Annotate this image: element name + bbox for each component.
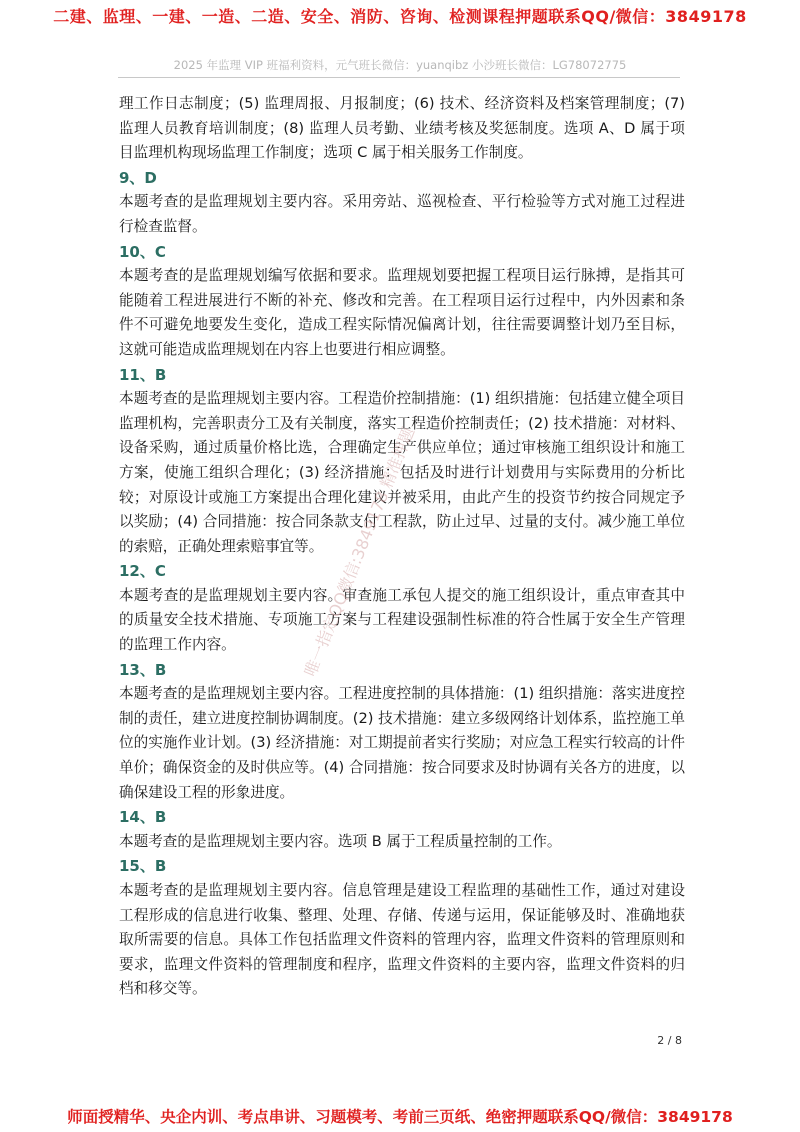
bottom-ad-banner: 师面授精华、央企内训、考点串讲、习题模考、考前三页纸、绝密押题联系QQ/微信：3849178 [67,1108,733,1126]
question-number: 14、B [119,808,167,827]
top-ad-banner: 二建、监理、一建、一造、二造、安全、消防、咨询、检测课程押题联系QQ/微信：3849178 [53,7,747,26]
paragraph: 本题考查的是监理规划主要内容。审查施工承包人提交的施工组织设计，重点审查其中的质量安全技术措施、专项施工方案与工程建设强制性标准的符合性属于安全生产管理的监理工作内容。 [119,586,685,654]
question-number: 10、C [119,242,166,261]
page-header-note: 2025 年监理 VIP 班福利资料，元气班长微信：yuanqibz 小沙班长微信：LG78072775 [173,58,627,72]
question-number: 12、C [119,562,166,581]
paragraph: 本题考查的是监理规划主要内容。信息管理是建设工程监理的基础性工作，通过对建设工程形成的信息进行收集、整理、处理、存储、传递与运用，保证能够及时、准确地获取所需要的信息。具体工作包括监理文件资料的管理内容，监理文件资料的管理原则和要求，监理文件资料的管理制度和程序，监理文件资料的主要内容，监理文件资料的归档和移交等。 [119,882,685,998]
question-number: 11、B [119,365,167,384]
header-divider [118,77,680,78]
paragraph: 本题考查的是监理规划主要内容。工程造价控制措施：(1) 组织措施：包括建立健全项目监理机构，完善职责分工及有关制度，落实工程造价控制责任；(2) 技术措施：对材料、设备采购，通过质量价格比选，合理确定生产供应单位；通过审核施工组织设计和施工方案，使施工组织合理化；(3) 经济措施：包括及时进行计划费用与实际费用的分析比较；对原设计或施工方案提出合理化建议并被采用，由此产生的投资节约按合同规定予以奖励；(4) 合同措施：按合同条款支付工程款，防止过早、过量的支付。减少施工单位的索赔，正确处理索赔事宜等。 [119,390,685,555]
paragraph: 本题考查的是监理规划编写依据和要求。监理规划要把握工程项目运行脉搏，是指其可能随着工程进展进行不断的补充、修改和完善。在工程项目运行过程中，内外因素和条件不可避免地要发生变化，造成工程实际情况偏离计划，往往需要调整计划乃至目标，这就可能造成监理规划在内容上也要进行相应调整。 [119,267,685,358]
paragraph: 理工作日志制度；(5) 监理周报、月报制度；(6) 技术、经济资料及档案管理制度；(7) 监理人员教育培训制度；(8) 监理人员考勤、业绩考核及奖惩制度。选项 A、D 属于项目监理机构现场监理工作制度；选项 C 属于相关服务工作制度。 [119,95,685,162]
question-number: 13、B [119,660,167,679]
paragraph: 本题考查的是监理规划主要内容。工程进度控制的具体措施：(1) 组织措施：落实进度控制的责任，建立进度控制协调制度。(2) 技术措施：建立多级网络计划体系，监控施工单位的实施作业计划。(3) 经济措施：对工期提前者实行奖励；对应急工程实行较高的计件单价；确保资金的及时供应等。(4) 合同措施：按合同要求及时协调有关各方的进度，以确保建设工程的形象进度。 [119,685,685,801]
answer-content [119,92,685,1002]
page-number: 2 / 8 [657,1034,682,1047]
question-number: 9、D [119,168,157,187]
paragraph: 本题考查的是监理规划主要内容。选项 B 属于工程质量控制的工作。 [119,832,562,850]
paragraph: 本题考查的是监理规划主要内容。采用旁站、巡视检查、平行检验等方式对施工过程进行检查监督。 [119,193,685,235]
question-number: 15、B [119,857,167,876]
diagonal-watermark: 唯一指定QQ微信:3849178 精准押题 [300,424,419,680]
